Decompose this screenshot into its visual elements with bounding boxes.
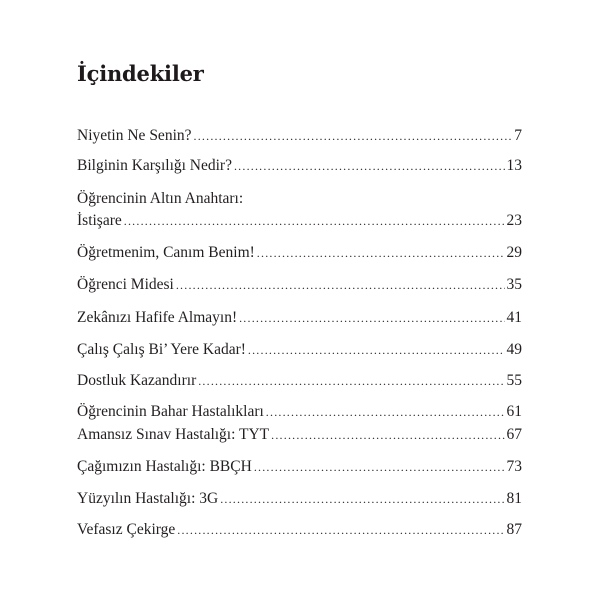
toc-entry-page: 49 bbox=[506, 341, 522, 358]
toc-entry-title: Bilginin Karşılığı Nedir? bbox=[77, 157, 232, 174]
toc-entry-title: Amansız Sınav Hastalığı: TYT bbox=[77, 426, 270, 443]
toc-entry-title: Çağımızın Hastalığı: BBÇH bbox=[77, 458, 252, 475]
toc-entry-title: Öğrenci Midesi bbox=[77, 276, 174, 293]
toc-entry bbox=[77, 308, 522, 328]
toc-entry-page: 87 bbox=[506, 521, 522, 538]
toc-entry-page: 35 bbox=[506, 276, 522, 293]
toc-entry bbox=[77, 243, 522, 263]
dot-leader bbox=[254, 457, 505, 477]
dot-leader bbox=[266, 402, 505, 422]
dot-leader bbox=[124, 211, 505, 231]
toc-entry-page: 41 bbox=[506, 309, 522, 326]
toc-entry-title: Zekânızı Hafife Almayın! bbox=[77, 309, 238, 326]
toc-entry-title: Öğrencinin Bahar Hastalıkları bbox=[77, 403, 264, 420]
toc-entry bbox=[77, 489, 522, 509]
toc-entry bbox=[77, 371, 522, 391]
toc-entry bbox=[77, 275, 522, 295]
toc-entry-page: 67 bbox=[506, 426, 522, 443]
toc-entry-title: Dostluk Kazandırır bbox=[77, 372, 197, 389]
toc-entry bbox=[77, 340, 522, 360]
dot-leader bbox=[176, 275, 505, 295]
dot-leader bbox=[198, 371, 504, 391]
toc-entry bbox=[77, 189, 522, 209]
toc-entry bbox=[77, 211, 522, 231]
dot-leader bbox=[220, 489, 504, 509]
toc-entry-title: Öğrencinin Altın Anahtarı: bbox=[77, 190, 244, 207]
toc-entry-page: 61 bbox=[506, 403, 522, 420]
toc-entry-title: Yüzyılın Hastalığı: 3G bbox=[77, 490, 219, 507]
toc-entry-page: 23 bbox=[506, 212, 522, 229]
dot-leader bbox=[177, 520, 504, 540]
toc-entry bbox=[77, 457, 522, 477]
dot-leader bbox=[257, 243, 505, 263]
toc-entry-page: 55 bbox=[506, 372, 522, 389]
toc-entry bbox=[77, 156, 522, 176]
dot-leader bbox=[194, 126, 513, 146]
dot-leader bbox=[239, 308, 504, 328]
dot-leader bbox=[271, 425, 504, 445]
toc-entry-title: Vefasız Çekirge bbox=[77, 521, 176, 538]
toc-entry bbox=[77, 425, 522, 445]
toc-entry-page: 73 bbox=[506, 458, 522, 475]
dot-leader bbox=[234, 156, 505, 176]
toc-entry-title: Niyetin Ne Senin? bbox=[77, 127, 192, 144]
toc-entry bbox=[77, 402, 522, 422]
toc-entry-title: Çalış Çalış Bi’ Yere Kadar! bbox=[77, 341, 246, 358]
toc-entry bbox=[77, 520, 522, 540]
toc-entry-page: 29 bbox=[506, 244, 522, 261]
toc-entry-title: Öğretmenim, Canım Benim! bbox=[77, 244, 255, 261]
dot-leader bbox=[248, 340, 505, 360]
page-title: İçindekiler bbox=[77, 61, 204, 86]
toc-entry bbox=[77, 126, 522, 146]
toc-entry-page: 13 bbox=[506, 157, 522, 174]
toc-entry-page: 7 bbox=[514, 127, 522, 144]
toc-entry-page: 81 bbox=[506, 490, 522, 507]
toc-entry-title: İstişare bbox=[77, 212, 122, 229]
